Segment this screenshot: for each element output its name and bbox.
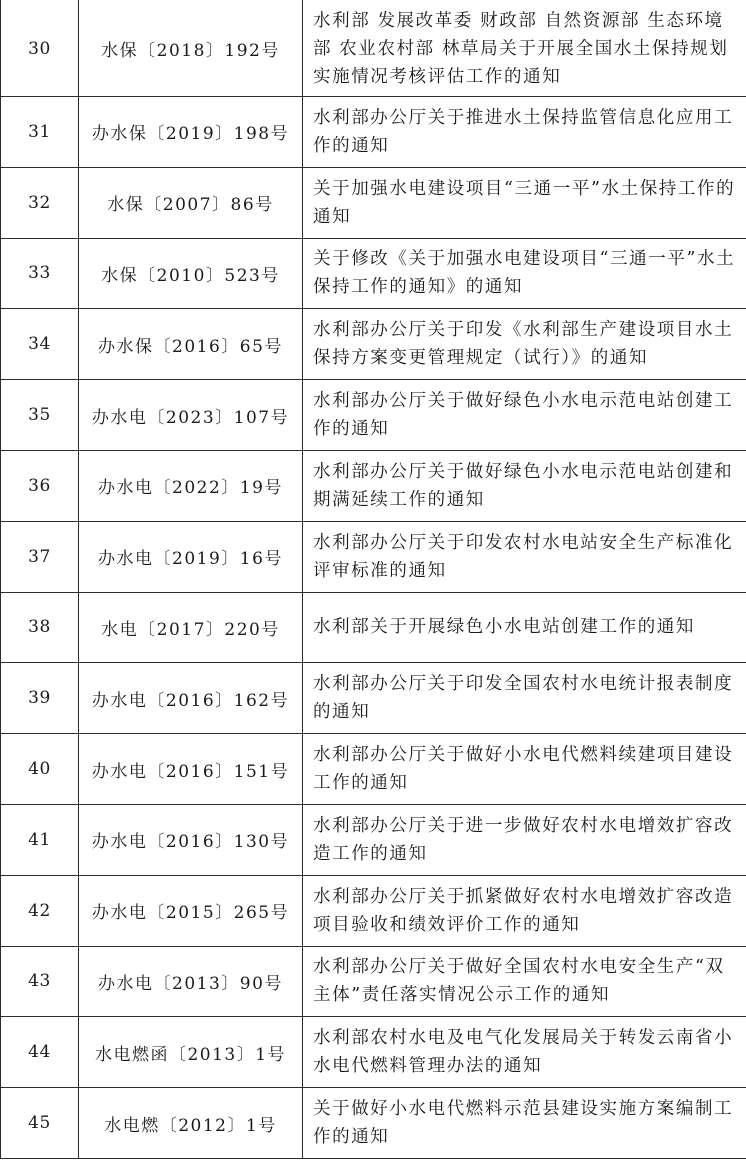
row-number: 30 xyxy=(1,0,79,97)
document-title: 水利部办公厅关于印发全国农村水电统计报表制度的通知 xyxy=(303,663,746,734)
table-row xyxy=(1,380,746,451)
document-title: 水利部办公厅关于推进水土保持监管信息化应用工作的通知 xyxy=(303,97,746,168)
document-title: 水利部办公厅关于印发农村水电站安全生产标准化评审标准的通知 xyxy=(303,521,746,592)
document-number: 办水电〔2022〕19号 xyxy=(79,450,303,521)
document-title: 关于加强水电建设项目“三通一平”水土保持工作的通知 xyxy=(303,167,746,238)
table-row xyxy=(1,946,746,1017)
table-row xyxy=(1,238,746,309)
row-number: 39 xyxy=(1,663,79,734)
table-row xyxy=(1,734,746,805)
row-number: 41 xyxy=(1,804,79,875)
row-number: 43 xyxy=(1,946,79,1017)
row-number: 37 xyxy=(1,521,79,592)
document-title: 水利部办公厅关于做好绿色小水电示范电站创建和期满延续工作的通知 xyxy=(303,450,746,521)
table-row xyxy=(1,663,746,734)
document-title: 水利部办公厅关于抓紧做好农村水电增效扩容改造项目验收和绩效评价工作的通知 xyxy=(303,875,746,946)
document-number: 水电燃函〔2013〕1号 xyxy=(79,1017,303,1088)
table-row xyxy=(1,0,746,97)
document-title: 水利部办公厅关于做好绿色小水电示范电站创建工作的通知 xyxy=(303,380,746,451)
document-title: 水利部 发展改革委 财政部 自然资源部 生态环境部 农业农村部 林草局关于开展全国水土保持规划实施情况考核评估工作的通知 xyxy=(303,0,746,97)
table-row xyxy=(1,97,746,168)
row-number: 34 xyxy=(1,309,79,380)
row-number: 38 xyxy=(1,592,79,663)
row-number: 33 xyxy=(1,238,79,309)
table-row xyxy=(1,309,746,380)
document-number: 水保〔2007〕86号 xyxy=(79,167,303,238)
row-number: 42 xyxy=(1,875,79,946)
document-title: 关于修改《关于加强水电建设项目“三通一平”水土保持工作的通知》的通知 xyxy=(303,238,746,309)
document-number: 水电〔2017〕220号 xyxy=(79,592,303,663)
document-title: 关于做好小水电代燃料示范县建设实施方案编制工作的通知 xyxy=(303,1088,746,1159)
document-title: 水利部办公厅关于进一步做好农村水电增效扩容改造工作的通知 xyxy=(303,804,746,875)
document-number: 水电燃〔2012〕1号 xyxy=(79,1088,303,1159)
row-number: 40 xyxy=(1,734,79,805)
row-number: 35 xyxy=(1,380,79,451)
document-title: 水利部办公厅关于做好全国农村水电安全生产“双主体”责任落实情况公示工作的通知 xyxy=(303,946,746,1017)
table-row xyxy=(1,592,746,663)
document-number: 办水电〔2015〕265号 xyxy=(79,875,303,946)
document-number: 办水电〔2023〕107号 xyxy=(79,380,303,451)
row-number: 31 xyxy=(1,97,79,168)
document-title: 水利部关于开展绿色小水电站创建工作的通知 xyxy=(303,592,746,663)
table-row xyxy=(1,521,746,592)
row-number: 44 xyxy=(1,1017,79,1088)
table-body xyxy=(1,0,746,1158)
table-row xyxy=(1,875,746,946)
document-number: 办水保〔2016〕65号 xyxy=(79,309,303,380)
document-number: 办水电〔2016〕162号 xyxy=(79,663,303,734)
document-title: 水利部办公厅关于做好小水电代燃料续建项目建设工作的通知 xyxy=(303,734,746,805)
row-number: 36 xyxy=(1,450,79,521)
table-row xyxy=(1,1017,746,1088)
table-row xyxy=(1,167,746,238)
document-number: 办水电〔2016〕151号 xyxy=(79,734,303,805)
document-number: 办水电〔2013〕90号 xyxy=(79,946,303,1017)
document-title: 水利部农村水电及电气化发展局关于转发云南省小水电代燃料管理办法的通知 xyxy=(303,1017,746,1088)
row-number: 45 xyxy=(1,1088,79,1159)
row-number: 32 xyxy=(1,167,79,238)
document-number: 水保〔2010〕523号 xyxy=(79,238,303,309)
document-title: 水利部办公厅关于印发《水利部生产建设项目水土保持方案变更管理规定（试行）》的通知 xyxy=(303,309,746,380)
table-row xyxy=(1,450,746,521)
document-number: 办水电〔2016〕130号 xyxy=(79,804,303,875)
document-number: 办水保〔2019〕198号 xyxy=(79,97,303,168)
table-row xyxy=(1,804,746,875)
document-number: 办水电〔2019〕16号 xyxy=(79,521,303,592)
table-row xyxy=(1,1088,746,1159)
document-number: 水保〔2018〕192号 xyxy=(79,0,303,97)
